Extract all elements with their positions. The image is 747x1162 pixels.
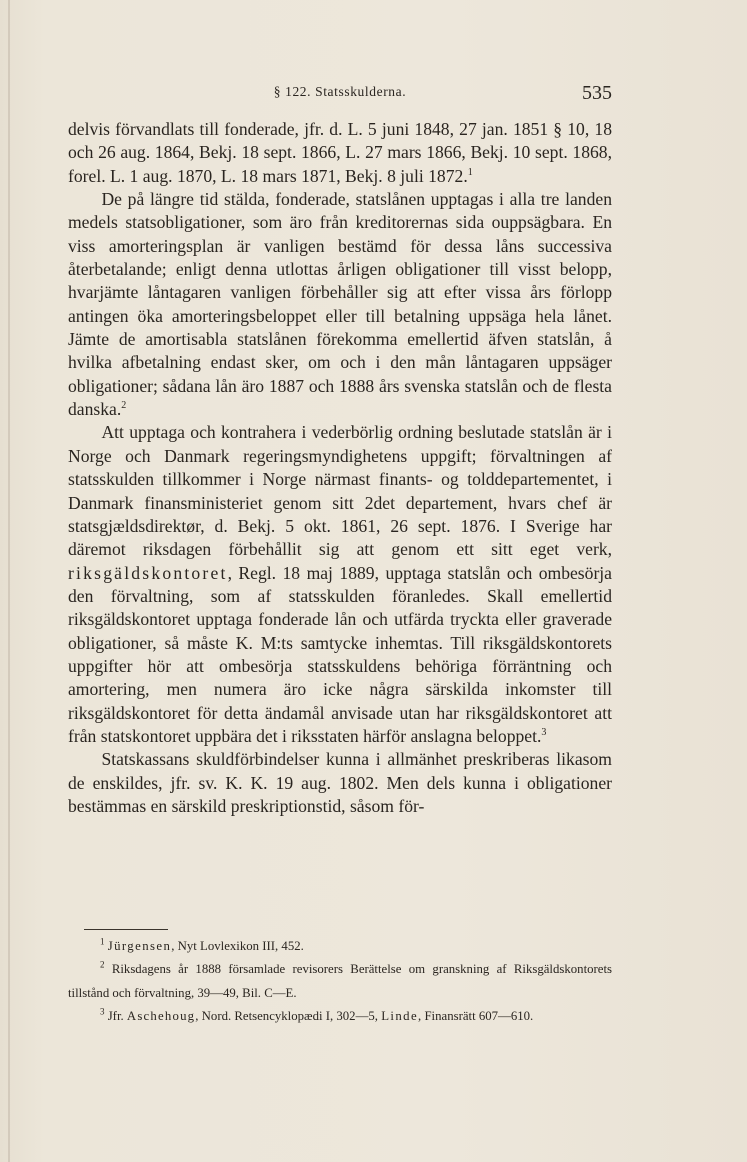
footnote-number: 2: [100, 960, 105, 971]
footnote-1: [68, 935, 612, 958]
footnote-text: Riksdagens år 1888 församlade revisorers Berättelse om granskning af Riksgäldskontorets tillstånd och förvaltning, 39—49, Bil. C—E.: [68, 962, 612, 1000]
footnote-author: Aschehoug: [126, 1009, 196, 1024]
paragraph-3: [68, 421, 612, 748]
paragraph-2-text: De på längre tid stälda, fonderade, statslånen upptagas i alla tre landen medels statsobligationer, som äro från kreditorernas sida ouppsägbara. En viss amorteringsplan är vanligen bestämd för dessa låns successiva återbetalande; enligt denna utlottas årligen obligationer till visst belopp, hvarjämte låntagaren vanligen förbehåller sig att efter vissa års förlopp antingen öka amorteringsbeloppet eller till betalning uppsäga hela lånet. Jämte de amortisabla statslånen förekomma emellertid äfven statslån, å hvilka afbetalning endast sker, om och i den mån låntagaren uppsäger obligationer; sådana lån äro 1887 och 1888 års svenska statslån och de flesta danska.: [68, 189, 612, 420]
page-number: 535: [582, 82, 612, 104]
footnote-3: [68, 1005, 612, 1028]
footnote-text: , Finansrätt 607—610.: [418, 1009, 534, 1024]
emphasized-term: riksgäldskontoret: [68, 562, 228, 583]
paragraph-1-text: delvis förvandlats till fonderade, jfr. d. L. 5 juni 1848, 27 jan. 1851 § 10, 18 och 26 aug. 1864, Bekj. 18 sept. 1866, L. 27 mars 1866, Bekj. 10 sept. 1868, forel. L. 1 aug. 1870, L. 18 mars 1871, Bekj. 8 juli 1872.: [68, 119, 612, 186]
footnote-2: [68, 958, 612, 1005]
paragraph-4-text: Statskassans skuldförbindelser kunna i allmänhet preskriberas likasom de enskildes, jfr. sv. K. K. 19 aug. 1802. Men dels kunna i obligationer bestämmas en särskild preskriptionstid, såsom för-: [68, 749, 612, 816]
paragraph-3-text-b: , Regl. 18 maj 1889, upptaga statslån och ombesörja den förvaltning, som af statsskulden föranledes. Skall emellertid riksgäldskontoret upptaga fonderade lån och utfärda tryckta eller graverade obligationer, så måste K. M:ts samtycke inhemtas. Till riksgäldskontorets uppgifter hör att ombesörja statsskuldens behöriga förräntning och amortering, men numera äro icke några särskilda inkomster till riksgäldskontoret för detta ändamål anvisade utan har riksgäldskontoret att från statskontoret uppbära det i riksstaten härför anslagna beloppet.: [68, 562, 612, 746]
footnote-author: Jürgensen: [107, 939, 172, 953]
footnote-number: 3: [100, 1006, 105, 1017]
paragraph-2: [68, 188, 612, 421]
page-gutter: [8, 0, 10, 1162]
footnote-number: 1: [100, 936, 105, 947]
body-text: [68, 118, 612, 818]
footnote-ref-1: 1: [467, 166, 473, 178]
paragraph-1: [68, 118, 612, 188]
footnote-ref-3: 3: [541, 727, 547, 739]
page-header: [68, 84, 612, 114]
footnote-author: Linde: [381, 1009, 419, 1024]
footnote-text: , Nord. Retsencyklopædi I, 302—5,: [195, 1009, 382, 1024]
running-head: § 122. Statsskulderna.: [273, 84, 407, 99]
footnote-text: , Nyt Lovlexikon III, 452.: [171, 939, 304, 953]
footnotes: [68, 935, 612, 1029]
paragraph-3-text-a: Att upptaga och kontrahera i vederbörlig ordning beslutade statslån är i Norge och Danmark regeringsmyndighetens uppgift; förvaltningen af statsskulden tillkommer i Norge närmast finants- og tolddepartementet, i Danmark finansministeriet genom sitt 2det departement, hvars chef är statsgjældsdirektør, d. Bekj. 5 okt. 1861, 26 sept. 1876. I Sverige har däremot riksdagen förbehållit sig att genom ett sitt eget verk,: [68, 422, 612, 560]
footnote-text: Jfr.: [107, 1009, 127, 1024]
footnote-divider: [84, 929, 168, 930]
footnote-ref-2: 2: [121, 400, 127, 412]
paragraph-4: [68, 748, 612, 818]
